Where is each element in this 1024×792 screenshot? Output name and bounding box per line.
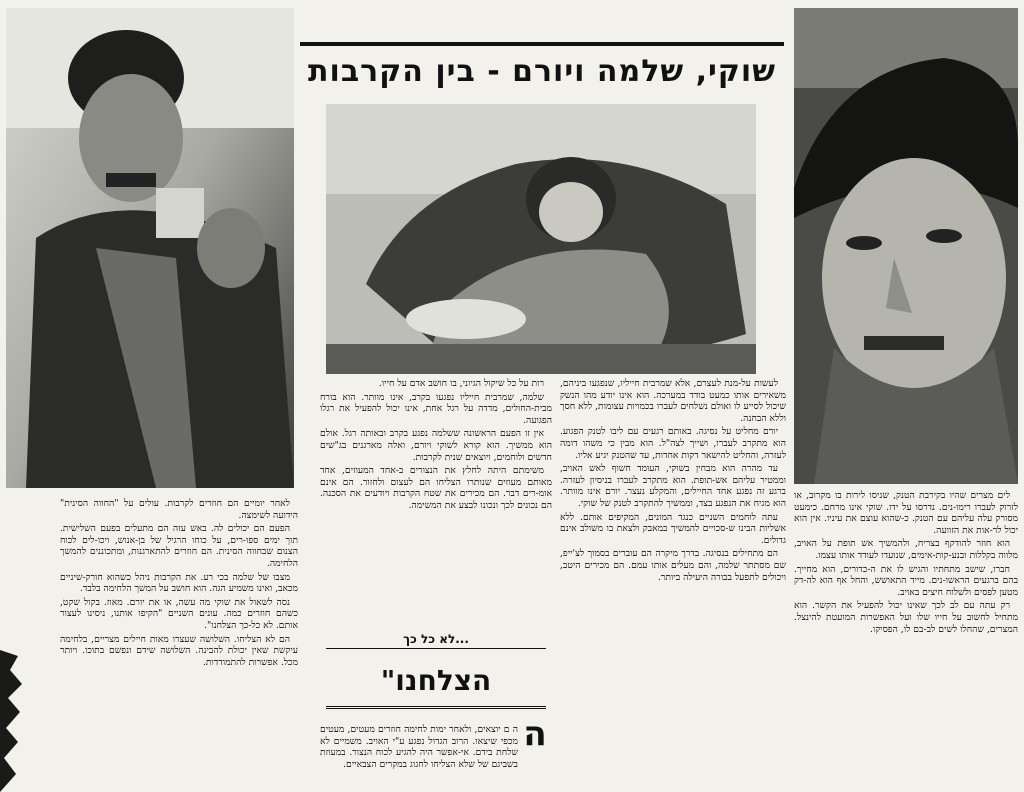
article-column-middle-right — [560, 378, 786, 790]
article-paragraph: הם מתחילים בנסיגה. בדרך מיקרה הם עוברים בסמוך לצ'ייפ, שם מסתתר שלמה, והם מעלים אותו עמם. הם מכירים היטב, ויכולים לתפעל בבורה היעילה ביותר. — [560, 548, 786, 583]
article-paragraph: לאחר יומיים הם חוזרים לקרבות. עולים על "החווה הסינית" הידועה לשימצה. — [60, 498, 298, 521]
photo-soldier-beret — [794, 8, 1018, 484]
drop-cap: ה — [523, 714, 547, 754]
photo-wounded-soldier-image — [326, 104, 756, 374]
article-paragraph: משימתם היתה לחלץ את הנצורים ב-אחד המעוזים, אחד מאותם מעוזים שנותרו הצליחו הם לעצום ולחזור. הם אינם אומ-רים דבר. הם מכירים את שטח הקרבות ויודעים את הסכנה. הם נכונים לכך ונכונו לבצע את המשימה. — [320, 465, 552, 511]
article-paragraph: לעשות על-מנת לעצרם, אלא שמרבית חייליו, שנפגעו ביניהם, משאירים אותו כמעט בודד במערכה. הוא אינו יודע מהו הנשק שיכול לסייע לו ואולם נשלחים לעברו בכמויות עצומות, ללא חסך וללא הבחנה. — [560, 378, 786, 424]
article-paragraph: לים מצרים שהיו בקירבת הטנק, שניסו לירות בו מקרוב, או לזרוק לעברו רימו-נים. נדרסו על ידו. שוקי אינו מרחם. כימעט מסורק עלה עליהם עם הטנק. כ-שהוא עוצם את עיניו. אין הוא יכול לר-אות את הזוועה. — [794, 490, 1018, 536]
article-paragraph: יורם מחליט על נסיגה. באותם רגעים עם ליבו לטנק הפגוע. הוא מתקרב לעברו, ושייך לצה"ל. הוא מבין כי משהו דומה לעזרה, והחליט להישאר דקות אחדות, עד שהטנק יגיע אליו. — [560, 426, 786, 461]
section-subhead: הצלחנו" — [326, 656, 546, 709]
article-paragraph: רות על כל שיקול הגיוני, בו חושב אדם על חייו. — [378, 378, 544, 389]
article-paragraph: אין זו הפעם הראשונה ששלמה נפגע בקרב ובאותה רגל. אולם הוא ממשיך. הוא קורא לשוקי ויורם, ואלה מארגנים בג"שים חדשים ולוחמים, ויוצאים שנית לקרבות. — [320, 428, 552, 463]
article-column-bottom-middle — [320, 724, 552, 790]
article-paragraph: שלמה, שמרבית חייליו נפגעו בקרב, אינו מוותר. הוא בורח מבית-החולים, מדדה על רגל אחת, אינו יכול להפעיל את רגלו הפגועה. — [320, 391, 552, 426]
section-kicker: ...לא כל כך — [326, 632, 546, 649]
article-paragraph: הוא חוזר להודקף בצריח, ולהמשיך אש תופת על האויב, מלווה בקללות ובנע-קות-אימים, שנועדו לעודד אותו עצמו. — [794, 538, 1018, 561]
article-column-middle-left — [320, 378, 552, 570]
photo-soldier-drinking-image — [6, 8, 294, 488]
photo-soldier-beret-image — [794, 8, 1018, 484]
article-paragraph: חברו, שישב מתחתיו והגיש לו את ה-כדורים, הוא מחייך. בהם ברגעים הראשו-נים. מייד התאושש, והחל אף הוא לה-דק מטען לפסים ולשלוח חיצים באויב. — [794, 563, 1018, 598]
article-headline: שוקי, שלמה ויורם - בין הקרבות — [308, 54, 776, 89]
photo-wounded-soldier — [326, 104, 756, 374]
article-paragraph: עד מהרה הוא מבחין בשוקי, העומד חשוף לאש האויב, וממטיר עליהם אש-תופת. הוא מתקרב לעברו בניסיון לעזרה. ברגע זה נפגע אחד החיילים, והמקלע נעצר. יורם אינו מוותר. הוא מגיח את הנפגע בצד, וממשיך להתקרב לטנק של שוקי. — [560, 463, 786, 509]
article-paragraph: ה ם יוצאים, ולאחר ימות לחימה חוזרים מעטים, מעטים מכפי שיצאו. הרוב הגדול נפגע ע"י האויב. משמיים לא שלחת בידם. אי-אפשר היה להגיע לכוח הנצור. במעוזת בשביגם של שלא הצליחו לחגוג במקרים הצבאיים. — [320, 724, 518, 770]
article-paragraph: מצבו של שלמה בכי רע. את הקרבות ניהל כשהוא חורק-שיניים מכאב, ואינו משמיע הגה. הוא חושב על המשך הלחימה בלבד. — [60, 571, 298, 595]
article-paragraph: עתה לוחמים השניים כנגד המונים, המקיפים אותם. ללא אשליות הבינו ש-סכויים להמשיך במאבק ולצאת בו משולב אינם גדולים. — [560, 511, 786, 546]
article-paragraph: הם לא הצליחו. השלושה שעצרו מאות חיילים מצריים, בלחימה עיקשת שאין יכולת להבינה. השלושה שידם ונפשם בתוכו. ויותר מכל. אפשרות להתמודדות. — [60, 633, 298, 668]
article-column-left — [60, 498, 298, 790]
article-paragraph: רק עתה עם לב לכך שאינו יכול להפעיל את הקשר. הוא מתחיל לחשוב על חייו שלו ועל האפשרות המועטת להינצל. המצרים, שהחלו לשים לב-בם לו, הפסיקו. — [794, 600, 1018, 635]
headline-rule — [300, 42, 784, 46]
article-paragraph: נסה לשאול את שוקי מה עשה, או את יורם. מאוז. בקול שקט, כשהם חוזרים כמה. עונים השניים "הקיפו אותנו, ניסינו לעצור אותם. לא כל-כך הצלחנו". — [60, 596, 298, 631]
photo-soldier-drinking — [6, 8, 294, 488]
torn-paper-edge — [0, 650, 40, 792]
article-paragraph: הפעם הם יכולים לה. באש עזה הם מתעלים בפעם השלישית. תוך ימים ספו-רים, על כוחו הרגיל של בן-אנוש, ויכו-לים לכוח הצנום שבחווה הסינית. הם חוזרים להתארגנות, ומתכוננים להמשך הלחימה. — [60, 523, 298, 569]
article-column-right — [794, 490, 1018, 790]
